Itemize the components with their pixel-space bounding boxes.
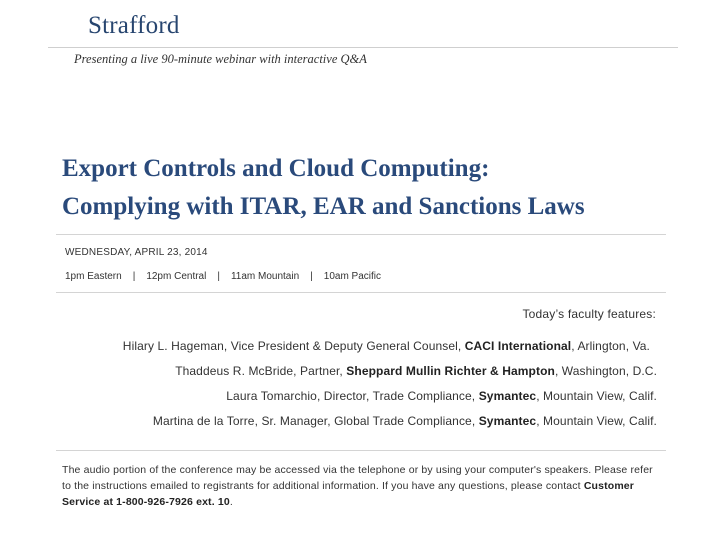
time-separator: | — [217, 271, 220, 282]
webinar-title — [62, 150, 702, 226]
event-date: WEDNESDAY, APRIL 23, 2014 — [65, 247, 208, 258]
time-separator: | — [132, 271, 136, 282]
faculty-role: Hilary L. Hageman, Vice President & Deputy General Counsel, — [122, 339, 465, 353]
faculty-member — [0, 359, 657, 384]
faculty-list — [0, 334, 657, 434]
faculty-member — [0, 384, 657, 409]
faculty-location: , Washington, D.C. — [554, 364, 657, 378]
faculty-role: Laura Tomarchio, Director, Trade Compliance, — [226, 389, 479, 403]
audio-text: The audio portion of the conference may be accessed via the telephone or by using your computer's speakers. Please refer to the instructions emailed to registrants for additional information. If you have any questions, please contact — [62, 464, 653, 492]
title-line-1: Export Controls and Cloud Computing: — [62, 155, 490, 182]
faculty-org: Sheppard Mullin Richter & Hampton — [346, 364, 555, 378]
event-times — [65, 271, 381, 282]
audio-end: . — [229, 496, 233, 508]
time-mountain: 11am Mountain — [230, 271, 300, 282]
divider-top — [56, 234, 666, 235]
time-pacific: 10am Pacific — [323, 271, 382, 282]
faculty-location: , Mountain View, Calif. — [536, 389, 657, 403]
faculty-member — [0, 334, 650, 359]
tagline: Presenting a live 90-minute webinar with interactive Q&A — [74, 52, 367, 66]
title-line-2: Complying with ITAR, EAR and Sanctions Laws — [62, 193, 585, 220]
strafford-logo: Strafford — [88, 12, 180, 39]
customer-service-contact: Customer Service at 1-800-926-7926 ext. 10 — [62, 480, 635, 508]
faculty-location: , Mountain View, Calif. — [536, 414, 657, 428]
time-separator: | — [310, 271, 313, 282]
faculty-role: Martina de la Torre, Sr. Manager, Global Trade Compliance, — [152, 414, 479, 428]
time-central: 12pm Central — [146, 271, 207, 282]
divider-bottom — [56, 450, 666, 451]
time-eastern: 1pm Eastern — [65, 271, 122, 282]
faculty-member — [0, 409, 657, 434]
faculty-heading: Today’s faculty features: — [522, 307, 656, 321]
header-divider — [48, 47, 678, 48]
audio-instructions — [62, 462, 662, 510]
faculty-role: Thaddeus R. McBride, Partner, — [175, 364, 347, 378]
divider-middle — [56, 292, 666, 293]
faculty-org: Symantec — [478, 414, 537, 428]
faculty-org: Symantec — [478, 389, 537, 403]
faculty-org: CACI International — [464, 339, 572, 353]
faculty-location: , Arlington, Va. — [571, 339, 650, 353]
